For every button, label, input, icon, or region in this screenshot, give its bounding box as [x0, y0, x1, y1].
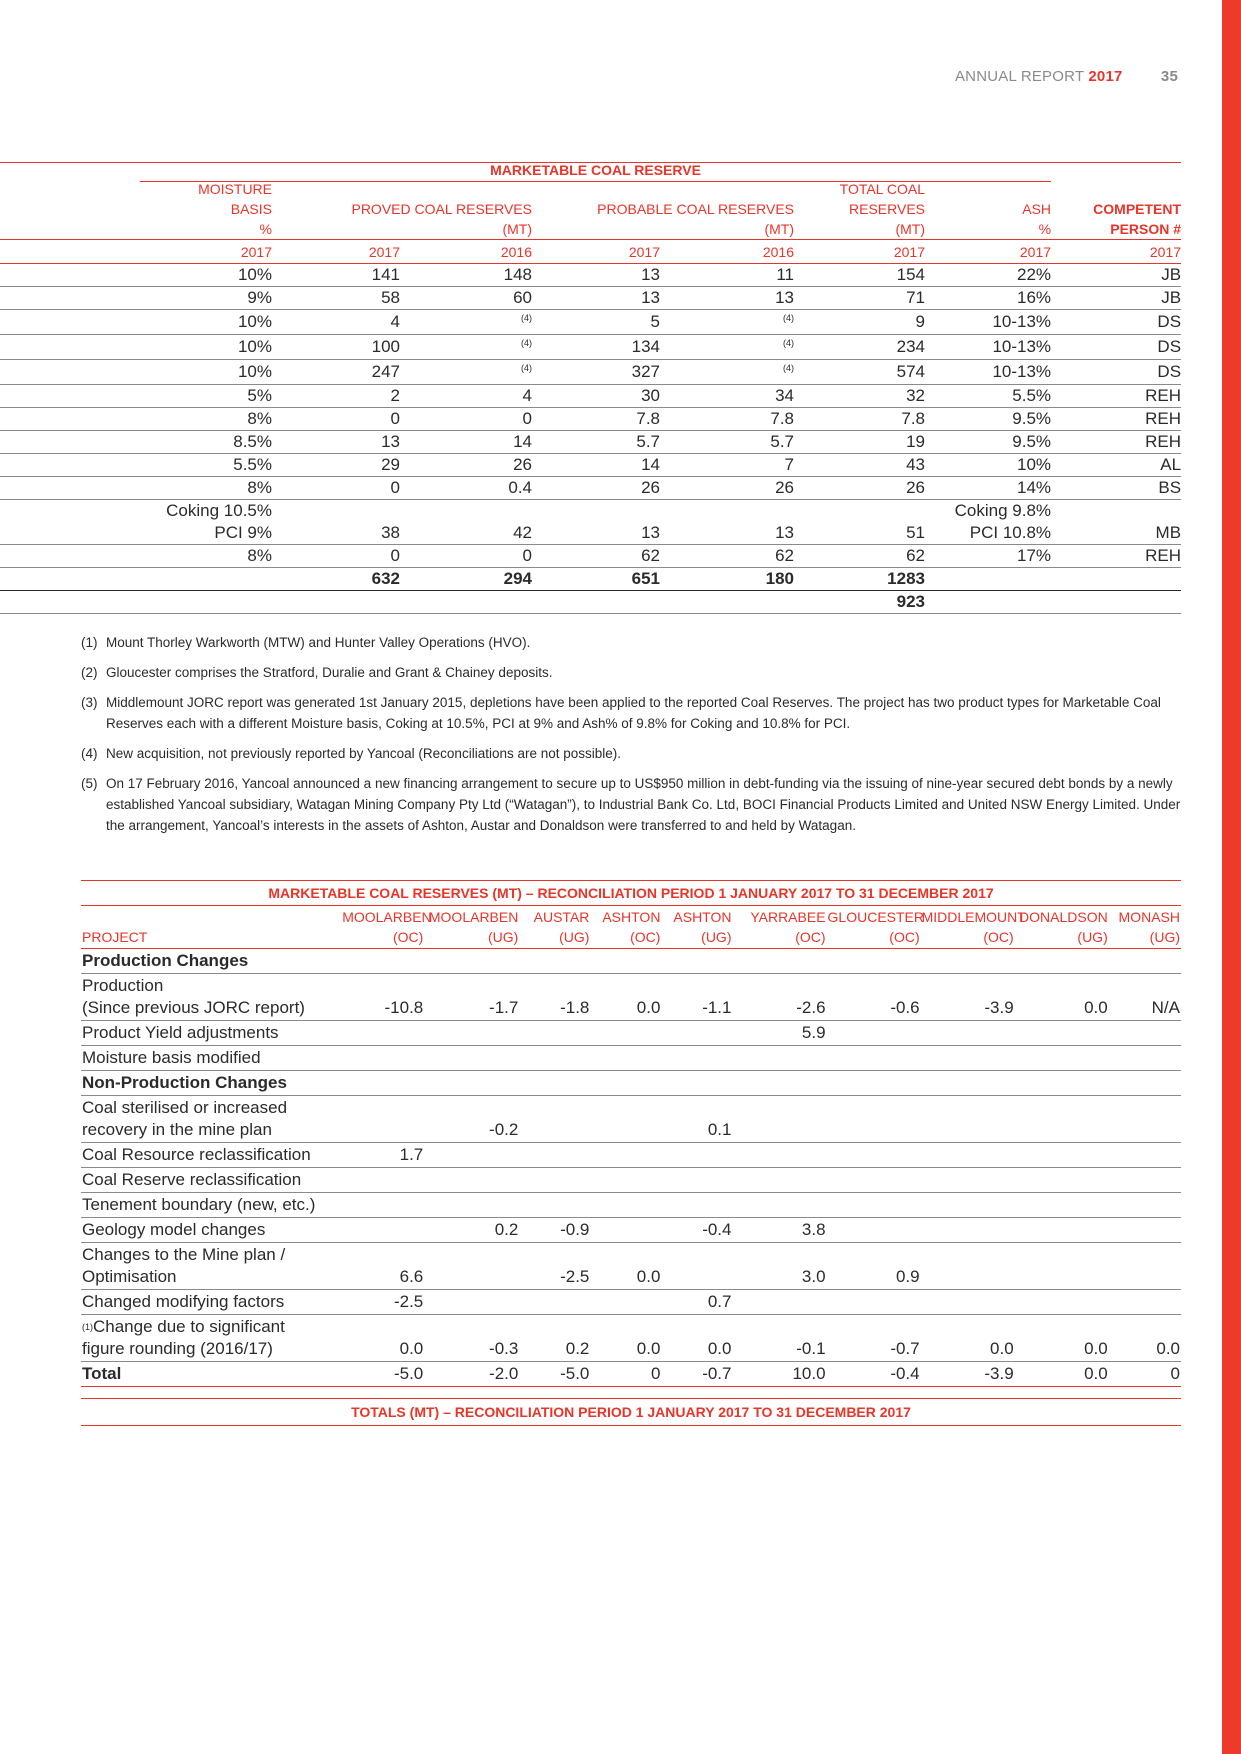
proved-header: PROVED COAL RESERVES (MT)	[351, 201, 532, 237]
table-row: Moisture basis modified	[81, 1046, 1181, 1071]
table1-caption: MARKETABLE COAL RESERVE	[490, 161, 701, 178]
column-header: ASHTON (UG)	[661, 906, 732, 949]
table-row: 9% 58 60 13 13 71 16% JB	[0, 287, 1181, 310]
footnote: (1) Mount Thorley Warkworth (MTW) and Hunter Valley Operations (HVO).	[81, 635, 531, 650]
totals-caption: TOTALS (MT) – RECONCILIATION PERIOD 1 JANUARY 2017 TO 31 DECEMBER 2017	[81, 1399, 1181, 1426]
column-header: GLOUCESTER (OC)	[827, 906, 921, 949]
footnotes	[81, 632, 1181, 845]
reconciliation-total-row: Total -5.0 -2.0 -5.0 0 -0.7 10.0 -0.4 -3.9 0.0 0	[81, 1362, 1181, 1387]
table-row: Tenement boundary (new, etc.)	[81, 1193, 1181, 1218]
total-reserves-header: TOTAL COAL RESERVES (MT)	[839, 181, 925, 237]
table-row: Geology model changes 0.2 -0.9 -0.4 3.8	[81, 1218, 1181, 1243]
footnote: (2) Gloucester comprises the Stratford, Duralie and Grant & Chainey deposits.	[81, 665, 553, 680]
marketable-coal-reserve-table	[0, 160, 1181, 614]
table-row: Coal sterilised or increased recovery in the mine plan -0.2 0.1	[81, 1096, 1181, 1143]
table-row: Product Yield adjustments 5.9	[81, 1021, 1181, 1046]
column-header: AUSTAR (UG)	[519, 906, 590, 949]
footnote: (5) On 17 February 2016, Yancoal announced a new financing arrangement to secure up to US$950 million in debt-funding via the issuing of nine-year secured debt bonds by a newly established Yancoal subsidiary, Watagan Mining Company Pty Ltd (“Watagan”), to Industrial Bank Co. Ltd, BOCI Financial Products Limited and United NSW Energy Limited. Under the arrangement, Yancoal’s interests in the assets of Ashton, Austar and Donaldson were transferred to and held by Watagan.	[81, 776, 1181, 833]
moisture-header: MOISTURE BASIS %	[198, 181, 272, 237]
footnote: (3) Middlemount JORC report was generated 1st January 2015, depletions have been applied to the reported Coal Reserves. The project has two product types for Marketable Coal Reserves each with a different Moisture basis, Coking at 10.5%, PCI at 9% and Ash% of 9.8% for Coking and 10.8% for PCI.	[81, 695, 1161, 731]
column-header: DONALDSON (UG)	[1015, 906, 1109, 949]
table-row: Changed modifying factors -2.5 0.7	[81, 1290, 1181, 1315]
table-row: 8.5% 13 14 5.7 5.7 19 9.5% REH	[0, 431, 1181, 454]
red-edge-bar	[1222, 0, 1241, 1754]
table-row: Coal Resource reclassification 1.7	[81, 1143, 1181, 1168]
table1-year-row: 2017 2017 2016 2017 2016 2017 2017 2017	[0, 240, 1181, 264]
column-header: MOOLARBEN (UG)	[424, 906, 519, 949]
column-header: MOOLARBEN (OC)	[341, 906, 424, 949]
ash-header: ASH %	[1022, 201, 1052, 237]
report-label: ANNUAL REPORT	[954, 68, 1084, 85]
table-row: 8% 0 0 62 62 62 17% REH	[0, 545, 1181, 568]
table-row: 8% 0 0 7.8 7.8 7.8 9.5% REH	[0, 408, 1181, 431]
competent-person-header: COMPETENT PERSON #	[1093, 201, 1182, 237]
page-number: 35	[1160, 68, 1178, 85]
table-row: 10% 4 (4) 5 (4) 9 10-13% DS	[0, 310, 1181, 335]
page-header	[955, 68, 1178, 85]
project-header: PROJECT	[81, 906, 341, 949]
subtotal-row: 923	[0, 591, 1181, 614]
table-row: $^{(1)}$Change due to significant figure rounding (2016/17) 0.0 -0.3 0.2 0.0 0.0 -0.1 -0.7 0.0 0.0 0.0	[81, 1315, 1181, 1362]
table-row: 10% 247 (4) 327 (4) 574 10-13% DS	[0, 360, 1181, 385]
column-header: MONASH (UG)	[1109, 906, 1181, 949]
table-row: 10% 100 (4) 134 (4) 234 10-13% DS	[0, 335, 1181, 360]
table-row: 5% 2 4 30 34 32 5.5% REH	[0, 385, 1181, 408]
table-row: Changes to the Mine plan / Optimisation 6.6 -2.5 0.0 3.0 0.9	[81, 1243, 1181, 1290]
table-row: Coking 10.5% PCI 9% 38 42 13 13 51 Coking 9.8% PCI 10.8% MB	[0, 500, 1181, 545]
probable-header: PROBABLE COAL RESERVES (MT)	[597, 201, 794, 237]
table-row: 5.5% 29 26 14 7 43 10% AL	[0, 454, 1181, 477]
reconciliation-table	[81, 880, 1181, 1426]
column-header: ASHTON (OC)	[590, 906, 661, 949]
column-header: YARRABEE (OC)	[732, 906, 826, 949]
reconciliation-caption: MARKETABLE COAL RESERVES (MT) – RECONCILIATION PERIOD 1 JANUARY 2017 TO 31 DECEMBER 2017	[81, 881, 1181, 906]
table-row: 10% 141 148 13 11 154 22% JB	[0, 264, 1181, 287]
report-year: 2017	[1088, 68, 1123, 85]
totals-row: 632 294 651 180 1283	[0, 568, 1181, 591]
section-production-changes: Production Changes	[81, 949, 1181, 974]
table-row: Coal Reserve reclassification	[81, 1168, 1181, 1193]
section-non-production-changes: Non-Production Changes	[81, 1071, 1181, 1096]
table-row: Production (Since previous JORC report) -10.8 -1.7 -1.8 0.0 -1.1 -2.6 -0.6 -3.9 0.0 N/A	[81, 974, 1181, 1021]
column-header: MIDDLEMOUNT (OC)	[921, 906, 1015, 949]
table-row: 8% 0 0.4 26 26 26 14% BS	[0, 477, 1181, 500]
footnote: (4) New acquisition, not previously reported by Yancoal (Reconciliations are not possible).	[81, 746, 622, 761]
